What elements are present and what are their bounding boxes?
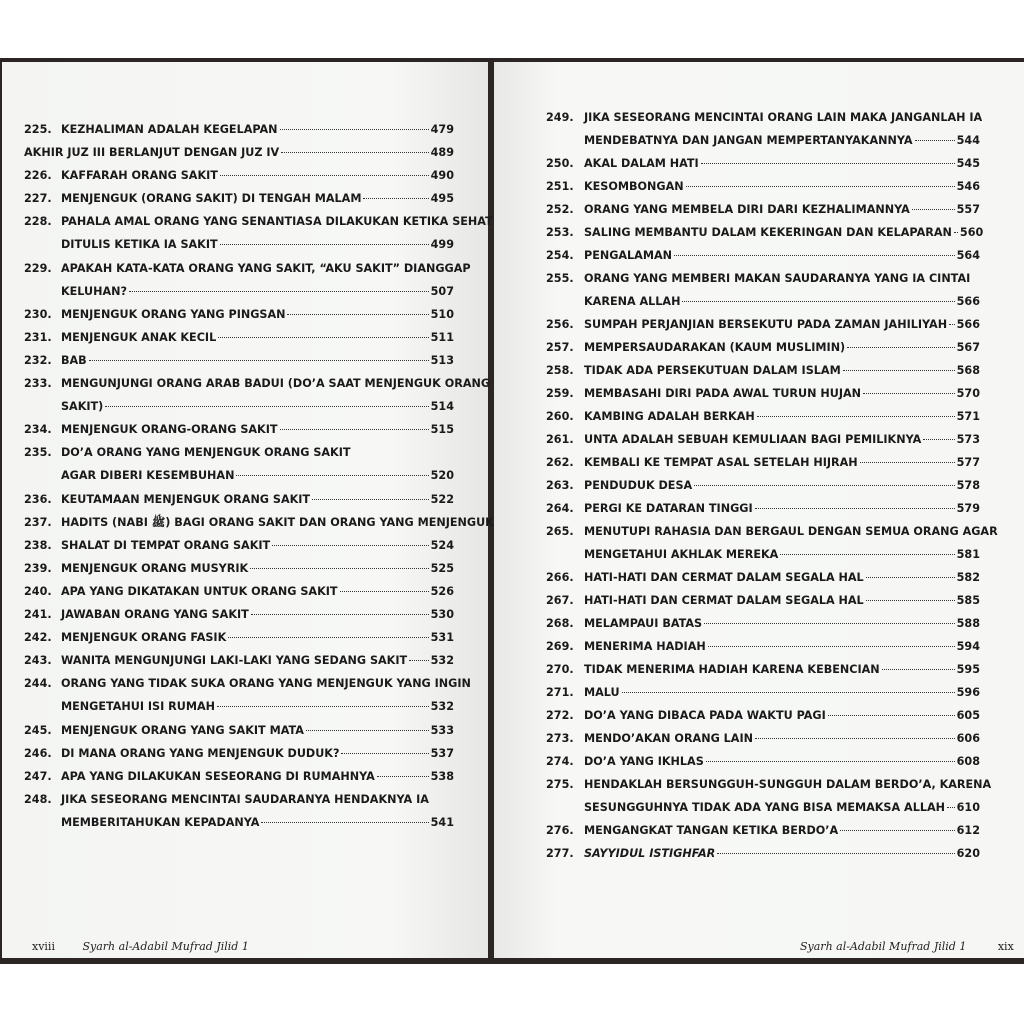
dot-leader	[863, 393, 955, 394]
dot-leader	[915, 140, 955, 141]
dot-leader	[105, 406, 428, 407]
toc-entry-number: 264.	[546, 502, 574, 515]
toc-entry-number: 234.	[24, 423, 52, 437]
toc-entry-number: 263.	[546, 479, 574, 492]
toc-entry-number: 238.	[24, 538, 52, 552]
toc-entry-title-line: MENJENGUK ORANG YANG SAKIT MATA	[61, 723, 304, 737]
toc-entry-title-line: AKAL DALAM HATI	[584, 157, 699, 170]
toc-entry-title-line: BAB	[61, 354, 87, 367]
dot-leader	[217, 706, 429, 707]
right-running-title: Syarh al-Adabil Mufrad Jilid 1	[800, 940, 967, 953]
toc-entry-page: 612	[956, 824, 980, 837]
toc-entry-page: 532	[430, 700, 454, 714]
dot-leader	[694, 485, 954, 486]
toc-entry-page: 594	[956, 640, 980, 653]
toc-entry-title-line: PERGI KE DATARAN TINGGI	[584, 502, 753, 515]
dot-leader	[717, 853, 954, 854]
toc-entry-number: 254.	[546, 249, 574, 262]
toc-entry-title-line: KARENA ALLAH	[584, 295, 681, 308]
toc-entry-number: 243.	[24, 654, 52, 668]
toc-entry-number: 274.	[546, 755, 574, 768]
dot-leader	[281, 152, 428, 153]
right-page	[494, 62, 1024, 958]
toc-entry-title-line: DO’A ORANG YANG MENJENGUK ORANG SAKIT	[61, 446, 351, 460]
toc-entry-title-line: KAFFARAH ORANG SAKIT	[61, 169, 218, 183]
toc-entry-page: 514	[430, 400, 454, 414]
toc-entry-title-line: SUMPAH PERJANJIAN BERSEKUTU PADA ZAMAN JAHILIYAH	[584, 318, 948, 331]
toc-entry-page: 495	[430, 192, 454, 206]
toc-entry-number: 276.	[546, 824, 574, 837]
toc-entry-title-line: DITULIS KETIKA IA SAKIT	[61, 238, 218, 252]
dot-leader	[89, 360, 429, 361]
toc-entry-page: 571	[956, 410, 980, 423]
toc-entry-title-line: MEMPERSAUDARAKAN (KAUM MUSLIMIN)	[584, 341, 846, 354]
toc-entry-number: 239.	[24, 561, 52, 575]
dot-leader	[949, 324, 955, 325]
toc-entry-title-line: MENGUNJUNGI ORANG ARAB BADUI (DO’A SAAT MENJENGUK ORANG	[61, 377, 491, 391]
toc-entry-number: 230.	[24, 307, 52, 321]
toc-entry-title-line: UNTA ADALAH SEBUAH KEMULIAAN BAGI PEMILIKNYA	[584, 433, 922, 446]
open-book	[0, 58, 1024, 964]
toc-entry-page: 579	[956, 502, 980, 515]
toc-entry-title-line: KELUHAN?	[61, 284, 127, 298]
toc-entry-page: 568	[956, 364, 980, 377]
toc-entry-page: 588	[956, 617, 980, 630]
toc-entry-title-line: PAHALA AMAL ORANG YANG SENANTIASA DILAKUKAN KETIKA SEHAT	[61, 215, 493, 229]
toc-entry-title-line: SHALAT DI TEMPAT ORANG SAKIT	[61, 538, 271, 552]
toc-entry-number: 261.	[546, 433, 574, 446]
toc-entry-number: 249.	[546, 111, 574, 124]
toc-entry-number: 237.	[24, 515, 52, 529]
toc-entry-number: 227.	[24, 192, 52, 206]
toc-entry-number: 231.	[24, 330, 52, 344]
toc-entry-number: 232.	[24, 354, 52, 367]
toc-entry-title-line: MENJENGUK ORANG MUSYRIK	[61, 561, 249, 575]
toc-entry-number: 236.	[24, 492, 52, 506]
toc-entry-number: 229.	[24, 261, 52, 275]
toc-entry-title-line: TIDAK ADA PERSEKUTUAN DALAM ISLAM	[584, 364, 841, 377]
toc-entry-title-line: MENDO’AKAN ORANG LAIN	[584, 732, 753, 745]
dot-leader	[280, 429, 429, 430]
toc-entry-title-line: TIDAK MENERIMA HADIAH KARENA KEBENCIAN	[584, 663, 880, 676]
toc-entry-number: 248.	[24, 792, 52, 806]
toc-entry-title-line: JAWABAN ORANG YANG SAKIT	[61, 608, 249, 622]
dot-leader	[954, 232, 958, 233]
dot-leader	[129, 291, 429, 292]
toc-entry-number: 247.	[24, 769, 52, 783]
toc-entry-number: 269.	[546, 640, 574, 653]
left-footer	[32, 940, 249, 953]
toc-entry-page: 570	[956, 387, 980, 400]
toc-entry-page: 557	[956, 203, 980, 216]
toc-entry-page: 595	[956, 663, 980, 676]
toc-entry-title-line: MENDEBATNYA DAN JANGAN MEMPERTANYAKANNYA	[584, 134, 913, 147]
toc-entry-title-line: AGAR DIBERI KESEMBUHAN	[61, 469, 235, 483]
dot-leader	[755, 738, 955, 739]
toc-entry-title-line: MEMBASAHI DIRI PADA AWAL TURUN HUJAN	[584, 387, 861, 400]
dot-leader	[218, 337, 428, 338]
dot-leader	[377, 776, 429, 777]
toc-entry-page: 610	[956, 801, 980, 814]
toc-entry-number: 235.	[24, 446, 52, 460]
dot-leader	[755, 508, 955, 509]
toc-entry-number: 242.	[24, 631, 52, 645]
toc-entry-number: 226.	[24, 169, 52, 183]
toc-entry-title-line: HATI-HATI DAN CERMAT DALAM SEGALA HAL	[584, 594, 864, 607]
dot-leader	[780, 554, 954, 555]
dot-leader	[251, 614, 429, 615]
dot-leader	[306, 730, 429, 731]
toc-entry-page: 566	[956, 295, 980, 308]
toc-entry-page: 499	[430, 238, 454, 252]
dot-leader	[674, 255, 955, 256]
toc-entry-title-line: MENERIMA HADIAH	[584, 640, 706, 653]
toc-entry-number: 265.	[546, 525, 574, 538]
dot-leader	[220, 244, 429, 245]
dot-leader	[947, 807, 955, 808]
dot-leader	[843, 370, 955, 371]
toc-entry-number: 272.	[546, 709, 574, 722]
toc-entry-title-line: ORANG YANG MEMBERI MAKAN SAUDARANYA YANG IA CINTAI	[584, 272, 971, 285]
toc-entry-title-line: HADITS (NABI ﷺ) BAGI ORANG SAKIT DAN ORANG YANG MENJENGUK	[61, 515, 494, 529]
toc-entry-page: 530	[430, 608, 454, 622]
toc-entry-page: 605	[956, 709, 980, 722]
toc-entry-number: 233.	[24, 377, 52, 391]
toc-entry-page: 511	[430, 330, 454, 344]
toc-entry-title-line: APA YANG DILAKUKAN SESEORANG DI RUMAHNYA	[61, 769, 375, 783]
toc-entry-title-line: MENGETAHUI ISI RUMAH	[61, 700, 216, 714]
dot-leader	[701, 163, 955, 164]
toc-entry-page: 544	[956, 134, 980, 147]
toc-entry-page: 537	[430, 746, 454, 760]
right-page-number: xix	[997, 940, 1014, 953]
dot-leader	[923, 439, 954, 440]
toc-entry-number: 268.	[546, 617, 574, 630]
toc-entry-number: 252.	[546, 203, 574, 216]
toc-entry-page: 531	[430, 631, 454, 645]
toc-entry-number: 273.	[546, 732, 574, 745]
toc-entry-title-line: MALU	[584, 686, 620, 699]
dot-leader	[847, 347, 954, 348]
toc-entry-page: 533	[430, 723, 454, 737]
toc-entry-title-line: MENUTUPI RAHASIA DAN BERGAUL DENGAN SEMUA ORANG AGAR	[584, 525, 998, 538]
toc-entry-number: 255.	[546, 272, 574, 285]
dot-leader	[706, 761, 955, 762]
toc-entry-page: 566	[956, 318, 980, 331]
toc-entry-page: 606	[956, 732, 980, 745]
toc-entry-number: 266.	[546, 571, 574, 584]
toc-entry-number: 228.	[24, 215, 52, 229]
toc-entry-number: 240.	[24, 585, 52, 598]
dot-leader	[912, 209, 955, 210]
toc-entry-title-line: MENJENGUK ANAK KECIL	[61, 330, 217, 344]
toc-entry-title-line: DI MANA ORANG YANG MENJENGUK DUDUK?	[61, 746, 340, 760]
toc-entry-number: 262.	[546, 456, 574, 469]
dot-leader	[860, 462, 955, 463]
toc-entry-page: 515	[430, 423, 454, 437]
toc-entry-number: 275.	[546, 778, 574, 791]
toc-entry-page: 564	[956, 249, 980, 262]
dot-leader	[622, 692, 955, 693]
toc-entry-title-line: MENJENGUK ORANG FASIK	[61, 631, 227, 645]
dot-leader	[280, 129, 429, 130]
toc-entry-page: 525	[430, 561, 454, 575]
toc-entry-page: 596	[956, 686, 980, 699]
dot-leader	[363, 198, 428, 199]
toc-entry-number: 251.	[546, 180, 574, 193]
toc-entry-title-line: SAYYIDUL ISTIGHFAR	[584, 847, 716, 860]
dot-leader	[250, 568, 428, 569]
dot-leader	[236, 475, 428, 476]
toc-entry-page: 510	[430, 307, 454, 321]
dot-leader	[708, 646, 955, 647]
toc-entry-title-line: PENGALAMAN	[584, 249, 672, 262]
toc-entry-title-line: KESOMBONGAN	[584, 180, 684, 193]
dot-leader	[220, 175, 429, 176]
toc-entry-number: 258.	[546, 364, 574, 377]
dot-leader	[704, 623, 955, 624]
right-footer	[800, 940, 1014, 953]
toc-entry-page: 513	[430, 354, 454, 367]
toc-entry-page: 567	[956, 341, 980, 354]
toc-entry-title-line: DO’A YANG DIBACA PADA WAKTU PAGI	[584, 709, 826, 722]
toc-entry-title-line: APA YANG DIKATAKAN UNTUK ORANG SAKIT	[61, 585, 338, 598]
toc-entry-page: 526	[430, 585, 454, 598]
toc-entry-number: 244.	[24, 677, 52, 691]
toc-entry-title-line: ORANG YANG TIDAK SUKA ORANG YANG MENJENGUK YANG INGIN	[61, 677, 471, 691]
toc-entry-page: 620	[956, 847, 980, 860]
toc-entry-page: 581	[956, 548, 980, 561]
toc-entry-page: 582	[956, 571, 980, 584]
toc-entry-page: 545	[956, 157, 980, 170]
toc-entry-page: 546	[956, 180, 980, 193]
toc-entry-number: 245.	[24, 723, 52, 737]
toc-entry-title-line: KEMBALI KE TEMPAT ASAL SETELAH HIJRAH	[584, 456, 858, 469]
toc-entry-number: 241.	[24, 608, 52, 622]
toc-entry-title-line: SAKIT)	[61, 400, 104, 414]
dot-leader	[828, 715, 955, 716]
dot-leader	[686, 186, 955, 187]
toc-entry-number: 250.	[546, 157, 574, 170]
dot-leader	[882, 669, 955, 670]
toc-entry-title-line: HATI-HATI DAN CERMAT DALAM SEGALA HAL	[584, 571, 864, 584]
toc-entry-title-line: WANITA MENGUNJUNGI LAKI-LAKI YANG SEDANG SAKIT	[61, 654, 408, 668]
dot-leader	[287, 314, 428, 315]
toc-entry-page: 507	[430, 284, 454, 298]
dot-leader	[272, 545, 428, 546]
toc-entry-title-line: SESUNGGUHNYA TIDAK ADA YANG BISA MEMAKSA ALLAH	[584, 801, 945, 814]
toc-entry-title-line: APAKAH KATA-KATA ORANG YANG SAKIT, “AKU SAKIT” DIANGGAP	[61, 261, 471, 275]
toc-entry-title-line: JIKA SESEORANG MENCINTAI ORANG LAIN MAKA JANGANLAH IA	[584, 111, 983, 124]
toc-entry-page: 585	[956, 594, 980, 607]
left-page	[2, 62, 494, 958]
toc-entry-page: 538	[430, 769, 454, 783]
toc-entry-title-line: PENDUDUK DESA	[584, 479, 693, 492]
dot-leader	[261, 822, 428, 823]
toc-entry-title-line: KAMBING ADALAH BERKAH	[584, 410, 755, 423]
toc-entry-page: 520	[430, 469, 454, 483]
left-page-number: xviii	[32, 940, 55, 953]
toc-entry-number: 225.	[24, 123, 52, 136]
toc-entry-title-line: SALING MEMBANTU DALAM KEKERINGAN DAN KELAPARAN	[584, 226, 952, 239]
toc-entry-title-line: HENDAKLAH BERSUNGGUH-SUNGGUH DALAM BERDO’A, KARENA	[584, 778, 992, 791]
toc-entry-page: 522	[430, 492, 454, 506]
toc-entry-title-line: MEMBERITAHUKAN KEPADANYA	[61, 815, 260, 829]
toc-entry-number: 270.	[546, 663, 574, 676]
toc-entry-title-line: DO’A YANG IKHLAS	[584, 755, 704, 768]
toc-entry-title-line: MENJENGUK ORANG YANG PINGSAN	[61, 307, 286, 321]
toc-entry-page: 578	[956, 479, 980, 492]
toc-entry-number: 256.	[546, 318, 574, 331]
toc-entry-title-line: MENJENGUK ORANG-ORANG SAKIT	[61, 423, 278, 437]
dot-leader	[312, 499, 429, 500]
toc-entry-page: 560	[959, 226, 984, 239]
toc-entry-title-line: JIKA SESEORANG MENCINTAI SAUDARANYA HENDAKNYA IA	[61, 792, 429, 806]
toc-entry-title-line: ORANG YANG MEMBELA DIRI DARI KEZHALIMANNYA	[584, 203, 910, 216]
left-running-title: Syarh al-Adabil Mufrad Jilid 1	[82, 940, 249, 953]
toc-entry-page: 479	[430, 123, 454, 136]
toc-entry-title-line: MENGANGKAT TANGAN KETIKA BERDO’A	[584, 824, 839, 837]
toc-entry-number: 260.	[546, 410, 574, 423]
toc-entry-page: 608	[956, 755, 980, 768]
dot-leader	[228, 637, 428, 638]
toc-entry-title-line: MELAMPAUI BATAS	[584, 617, 703, 630]
toc-entry-number: 267.	[546, 594, 574, 607]
toc-entry-title-line: AKHIR JUZ III BERLANJUT DENGAN JUZ IV	[24, 146, 280, 160]
toc-entry-page: 577	[956, 456, 980, 469]
toc-entry-page: 489	[430, 146, 454, 160]
toc-entry-page: 573	[956, 433, 980, 446]
toc-entry-number: 257.	[546, 341, 574, 354]
toc-entry-number: 271.	[546, 686, 574, 699]
toc-entry-number: 259.	[546, 387, 574, 400]
dot-leader	[866, 600, 955, 601]
toc-entry-title-line: MENJENGUK (ORANG SAKIT) DI TENGAH MALAM	[61, 192, 362, 206]
toc-entry-page: 524	[430, 538, 454, 552]
toc-entry-page: 541	[430, 815, 454, 829]
dot-leader	[840, 830, 954, 831]
dot-leader	[682, 301, 954, 302]
toc-entry-number: 277.	[546, 847, 574, 860]
dot-leader	[866, 577, 955, 578]
toc-entry-page: 532	[430, 654, 454, 668]
toc-entry-title-line: KEZHALIMAN ADALAH KEGELAPAN	[61, 123, 278, 136]
dot-leader	[340, 591, 429, 592]
dot-leader	[757, 416, 955, 417]
toc-entry-title-line: MENGETAHUI AKHLAK MEREKA	[584, 548, 779, 561]
dot-leader	[341, 753, 428, 754]
dot-leader	[409, 660, 429, 661]
toc-entry-page: 490	[430, 169, 454, 183]
toc-entry-number: 246.	[24, 746, 52, 760]
toc-entry-title-line: KEUTAMAAN MENJENGUK ORANG SAKIT	[61, 492, 311, 506]
toc-entry-number: 253.	[546, 226, 574, 239]
